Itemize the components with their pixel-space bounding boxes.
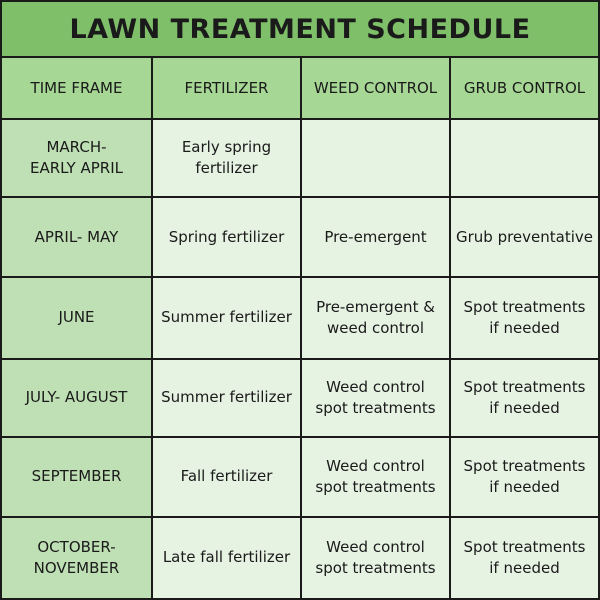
cell-line: Fall fertilizer xyxy=(180,467,273,486)
cell-line: if needed xyxy=(489,318,560,337)
grub-control-cell xyxy=(450,197,598,277)
weed-control-cell xyxy=(301,517,450,598)
cell-line: if needed xyxy=(489,477,560,496)
time-frame-cell xyxy=(2,359,152,437)
time-frame-cell xyxy=(2,197,152,277)
cell-line: spot treatments xyxy=(315,477,436,496)
schedule-title: LAWN TREATMENT SCHEDULE xyxy=(2,2,598,58)
cell-line: Weed control xyxy=(326,377,425,396)
grub-control-cell xyxy=(450,277,598,358)
time-frame-cell xyxy=(2,437,152,517)
time-frame-cell xyxy=(2,277,152,358)
time-frame-cell xyxy=(2,119,152,197)
cell-line: Spot treatments xyxy=(463,297,586,316)
table-row xyxy=(2,359,598,437)
cell-line: Spot treatments xyxy=(463,537,586,556)
table-row xyxy=(2,517,598,598)
cell-line: Late fall fertilizer xyxy=(162,548,291,567)
time-frame-cell xyxy=(2,517,152,598)
cell-line: Pre-emergent xyxy=(324,227,427,246)
weed-control-cell xyxy=(301,197,450,277)
table-row xyxy=(2,277,598,358)
grub-control-cell xyxy=(450,517,598,598)
cell-line: MARCH- xyxy=(46,138,107,157)
cell-line: weed control xyxy=(326,318,424,337)
cell-line: EARLY APRIL xyxy=(30,159,123,178)
schedule-table xyxy=(2,58,598,598)
cell-line: Summer fertilizer xyxy=(161,388,292,407)
cell-line: Pre-emergent & xyxy=(316,297,435,316)
cell-line: Spot treatments xyxy=(463,456,586,475)
grub-control-cell xyxy=(450,119,598,197)
fertilizer-cell xyxy=(152,437,301,517)
cell-line: JUNE xyxy=(58,308,95,327)
cell-line: Spring fertilizer xyxy=(168,227,285,246)
cell-line: OCTOBER- xyxy=(37,537,116,556)
table-row xyxy=(2,437,598,517)
header-weed-control: WEED CONTROL xyxy=(301,58,450,119)
cell-line: APRIL- MAY xyxy=(34,227,119,246)
header-grub-control: GRUB CONTROL xyxy=(450,58,598,119)
cell-line: fertilizer xyxy=(195,159,258,178)
table-row xyxy=(2,119,598,197)
header-time-frame: TIME FRAME xyxy=(2,58,152,119)
grub-control-cell xyxy=(450,359,598,437)
cell-line: if needed xyxy=(489,398,560,417)
cell-line: Spot treatments xyxy=(463,377,586,396)
fertilizer-cell xyxy=(152,359,301,437)
weed-control-cell xyxy=(301,277,450,358)
fertilizer-cell xyxy=(152,197,301,277)
fertilizer-cell xyxy=(152,119,301,197)
table-row xyxy=(2,197,598,277)
cell-line: spot treatments xyxy=(315,398,436,417)
fertilizer-cell xyxy=(152,277,301,358)
cell-line: Weed control xyxy=(326,537,425,556)
fertilizer-cell xyxy=(152,517,301,598)
grub-control-cell xyxy=(450,437,598,517)
cell-line: Weed control xyxy=(326,456,425,475)
cell-line: Early spring xyxy=(181,138,272,157)
cell-line: SEPTEMBER xyxy=(31,467,122,486)
cell-line: if needed xyxy=(489,558,560,577)
cell-line: NOVEMBER xyxy=(33,558,120,577)
cell-line: JULY- AUGUST xyxy=(25,388,128,407)
weed-control-cell xyxy=(301,437,450,517)
cell-line: Summer fertilizer xyxy=(161,308,292,327)
weed-control-cell xyxy=(301,119,450,197)
weed-control-cell xyxy=(301,359,450,437)
cell-line: spot treatments xyxy=(315,558,436,577)
header-row xyxy=(2,58,598,119)
cell-line: Grub preventative xyxy=(455,227,593,246)
header-fertilizer: FERTILIZER xyxy=(152,58,301,119)
